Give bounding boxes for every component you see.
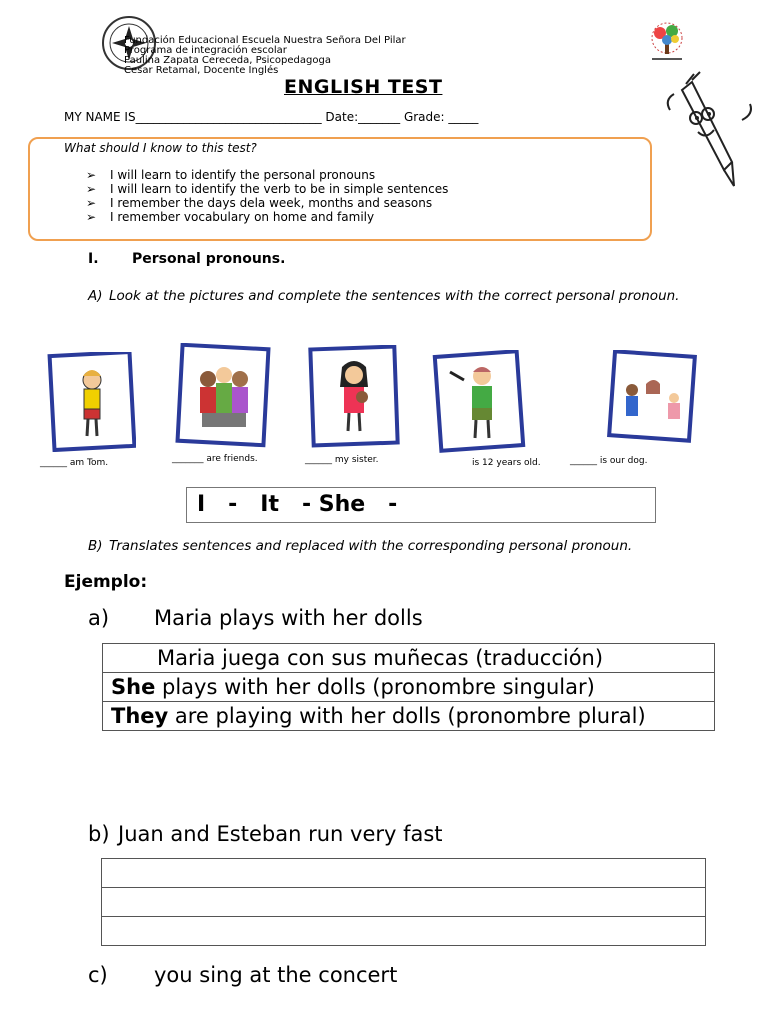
arrow-bullet-icon: ➢ bbox=[86, 168, 97, 182]
pencil-character-illustration bbox=[662, 70, 758, 192]
picture-dog bbox=[604, 350, 700, 446]
arrow-bullet-icon: ➢ bbox=[86, 182, 97, 196]
objective-item: ➢ I will learn to identify the personal pronouns bbox=[86, 168, 376, 182]
answer-table-b bbox=[101, 858, 706, 946]
example-a: a) Maria plays with her dolls bbox=[88, 606, 423, 630]
example-plural-cell: They are playing with her dolls (pronombre plural) bbox=[103, 702, 715, 731]
arrow-bullet-icon: ➢ bbox=[86, 210, 97, 224]
objective-item: ➢ I remember vocabulary on home and family bbox=[86, 210, 375, 224]
objectives-question: What should I know to this test? bbox=[64, 141, 257, 155]
example-translation-cell: Maria juega con sus muñecas (traducción) bbox=[103, 644, 715, 673]
table-row bbox=[103, 702, 715, 731]
table-row bbox=[102, 917, 706, 946]
arrow-bullet-icon: ➢ bbox=[86, 196, 97, 210]
objective-item: ➢ I will learn to identify the verb to be in simple sentences bbox=[86, 182, 449, 196]
answer-cell[interactable] bbox=[102, 888, 706, 917]
table-row bbox=[103, 673, 715, 702]
picture-caption: is 12 years old. bbox=[472, 458, 541, 468]
picture-caption: ______ am Tom. bbox=[40, 458, 109, 468]
example-singular-cell: She plays with her dolls (pronombre singular) bbox=[103, 673, 715, 702]
table-row bbox=[102, 888, 706, 917]
instruction-a: A) Look at the pictures and complete the sentences with the correct personal pronoun. bbox=[88, 288, 680, 304]
example-heading: Ejemplo: bbox=[64, 572, 148, 592]
example-c: c) you sing at the concert bbox=[88, 963, 398, 987]
picture-sister bbox=[304, 345, 404, 451]
picture-boy-12 bbox=[430, 350, 528, 454]
table-row bbox=[102, 859, 706, 888]
example-table bbox=[102, 643, 715, 731]
objective-item: ➢ I remember the days dela week, months and seasons bbox=[86, 196, 433, 210]
table-row bbox=[103, 644, 715, 673]
picture-caption: ______ my sister. bbox=[305, 455, 379, 465]
picture-caption: _______ are friends. bbox=[172, 454, 258, 464]
picture-caption: ______ is our dog. bbox=[570, 456, 648, 466]
header-school-name: Fundación Educacional Escuela Nuestra Señora Del Pilar bbox=[124, 35, 406, 46]
picture-friends bbox=[172, 343, 274, 451]
pronoun-word-box: I - It - She - bbox=[186, 487, 656, 523]
section-heading: I. Personal pronouns. bbox=[88, 251, 286, 267]
header-program: Programa de integración escolar bbox=[124, 45, 287, 56]
header-teacher-1: Paulina Zapata Cereceda, Psicopedagoga bbox=[124, 55, 331, 66]
name-date-grade-line: MY NAME IS_______________________________ Date:_______ Grade: _____ bbox=[64, 110, 479, 124]
page-title: ENGLISH TEST bbox=[284, 76, 443, 98]
program-tree-logo bbox=[642, 20, 692, 64]
header-teacher-2: Cesar Retamal, Docente Inglés bbox=[124, 65, 279, 76]
picture-boy-tom bbox=[44, 352, 136, 452]
example-b: b) Juan and Esteban run very fast bbox=[88, 822, 443, 846]
instruction-b: B) Translates sentences and replaced with the corresponding personal pronoun. bbox=[88, 538, 633, 554]
answer-cell[interactable] bbox=[102, 917, 706, 946]
answer-cell[interactable] bbox=[102, 859, 706, 888]
